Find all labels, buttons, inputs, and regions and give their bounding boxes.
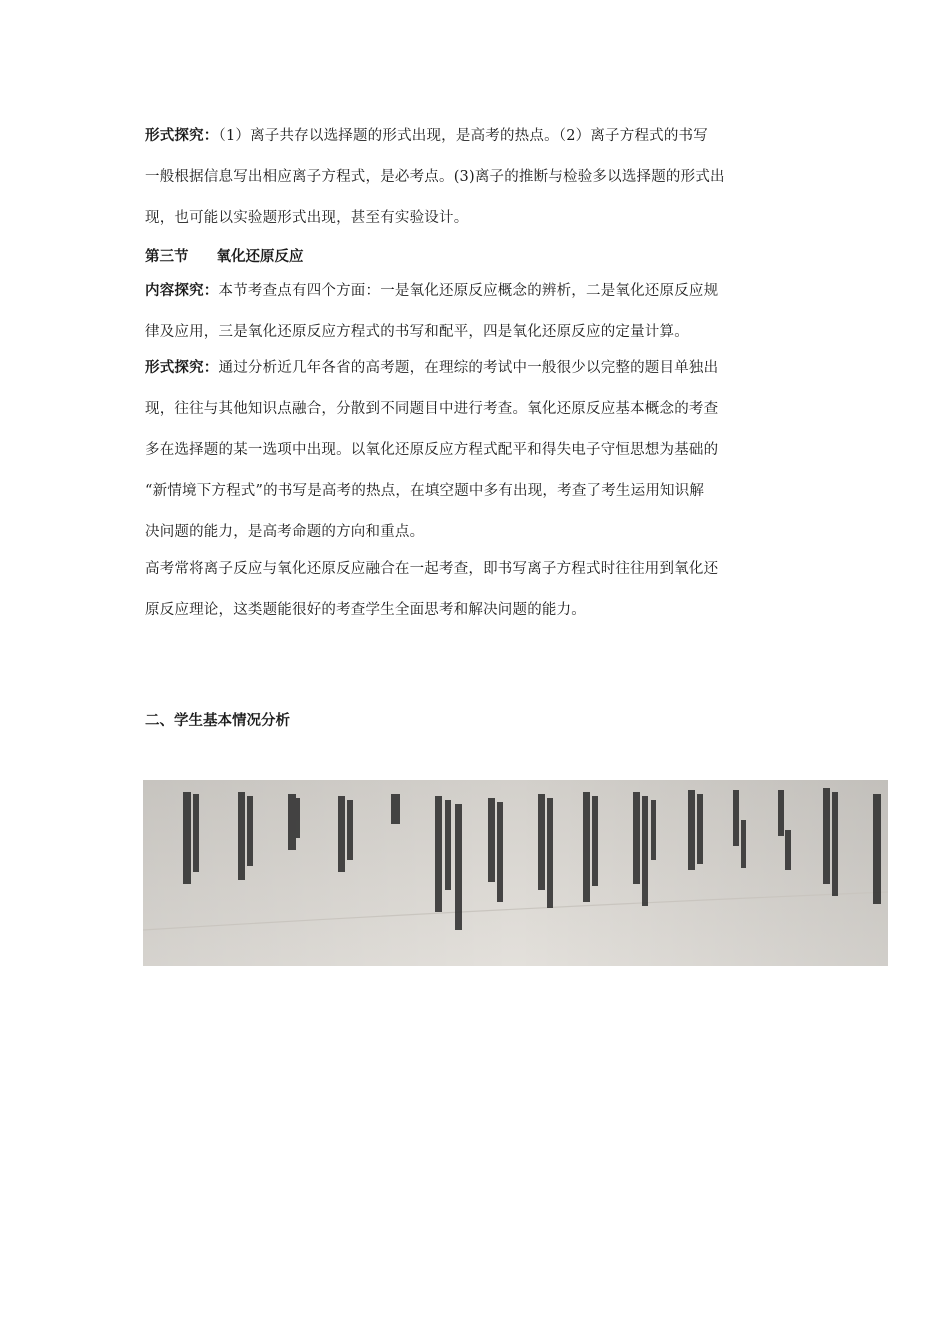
- form-explore-ions: [145, 116, 815, 239]
- blurred-text-column: [778, 790, 784, 836]
- summary-paragraph: [145, 549, 815, 631]
- form-explore-redox: [145, 348, 815, 553]
- paragraph-line: 多在选择题的某一选项中出现。以氧化还原反应方程式配平和得失电子守恒思想为基础的: [145, 442, 719, 458]
- blurred-text-column: [633, 792, 640, 884]
- paragraph-line: 决问题的能力，是高考命题的方向和重点。: [145, 524, 425, 540]
- paragraph-line: 高考常将离子反应与氧化还原反应融合在一起考查，即书写离子方程式时往往用到氧化还: [145, 561, 719, 577]
- blurred-text-column: [651, 800, 656, 860]
- blurred-text-column: [435, 796, 442, 912]
- paragraph-line: 一般根据信息写出相应离子方程式，是必考点。(3)离子的推断与检验多以选择题的形式出: [145, 169, 725, 185]
- blurred-text-column: [583, 792, 590, 902]
- section-heading: [145, 247, 304, 267]
- content-explore-label: 内容探究：: [145, 283, 219, 299]
- blurred-text-column: [873, 794, 881, 904]
- paragraph-line: 现，也可能以实验题形式出现，甚至有实验设计。: [145, 210, 469, 226]
- blurred-text-column: [238, 792, 245, 880]
- blurred-text-column: [295, 798, 300, 838]
- paragraph-line: 内容探究：本节考查点有四个方面：一是氧化还原反应概念的辨析，二是氧化还原反应规: [145, 283, 719, 299]
- paragraph-line: 律及应用，三是氧化还原反应方程式的书写和配平，四是氧化还原反应的定量计算。: [145, 324, 689, 340]
- blurred-text-column: [832, 792, 838, 896]
- blurred-text-column: [247, 796, 253, 866]
- content-explore: [145, 271, 815, 353]
- blurred-text-column: [733, 790, 739, 846]
- blurred-text-column: [445, 800, 451, 890]
- blurred-text-column: [688, 790, 695, 870]
- paragraph-line: 形式探究：（1）离子共存以选择题的形式出现，是高考的热点。（2）离子方程式的书写: [145, 128, 708, 144]
- paragraph-line: “新情境下方程式”的书写是高考的热点，在填空题中多有出现，考查了考生运用知识解: [145, 483, 705, 499]
- blurred-text-column: [592, 796, 598, 886]
- blurred-text-column: [785, 830, 791, 870]
- blurred-text-column: [497, 802, 503, 902]
- part-two-heading: 二、学生基本情况分析: [145, 713, 290, 729]
- blurred-text-column: [347, 800, 353, 860]
- form-explore-label: 形式探究：: [145, 360, 219, 376]
- section-number: 第三节: [145, 249, 189, 265]
- blurred-text-column: [823, 788, 830, 884]
- blurred-text-column: [193, 794, 199, 872]
- photo-of-printed-pages-icon: [143, 780, 888, 966]
- blurred-text-column: [697, 794, 703, 864]
- form-explore-label: 形式探究：: [145, 128, 219, 144]
- blurred-text-column: [338, 796, 345, 872]
- paragraph-line: 形式探究：通过分析近几年各省的高考题，在理综的考试中一般很少以完整的题目单独出: [145, 360, 719, 376]
- paragraph-line: 现，往往与其他知识点融合，分散到不同题目中进行考查。氧化还原反应基本概念的考查: [145, 401, 719, 417]
- blurred-text-column: [288, 794, 296, 850]
- blurred-text-column: [183, 792, 191, 884]
- section-title: 氧化还原反应: [216, 249, 304, 265]
- blurred-text-column: [642, 796, 648, 906]
- blurred-text-column: [455, 804, 462, 930]
- blurred-text-column: [391, 794, 400, 824]
- blurred-text-column: [488, 798, 495, 882]
- blurred-text-column: [741, 820, 746, 868]
- blurred-text-column: [538, 794, 545, 890]
- paragraph-line: 原反应理论，这类题能很好的考查学生全面思考和解决问题的能力。: [145, 602, 586, 618]
- blurred-text-column: [547, 798, 553, 908]
